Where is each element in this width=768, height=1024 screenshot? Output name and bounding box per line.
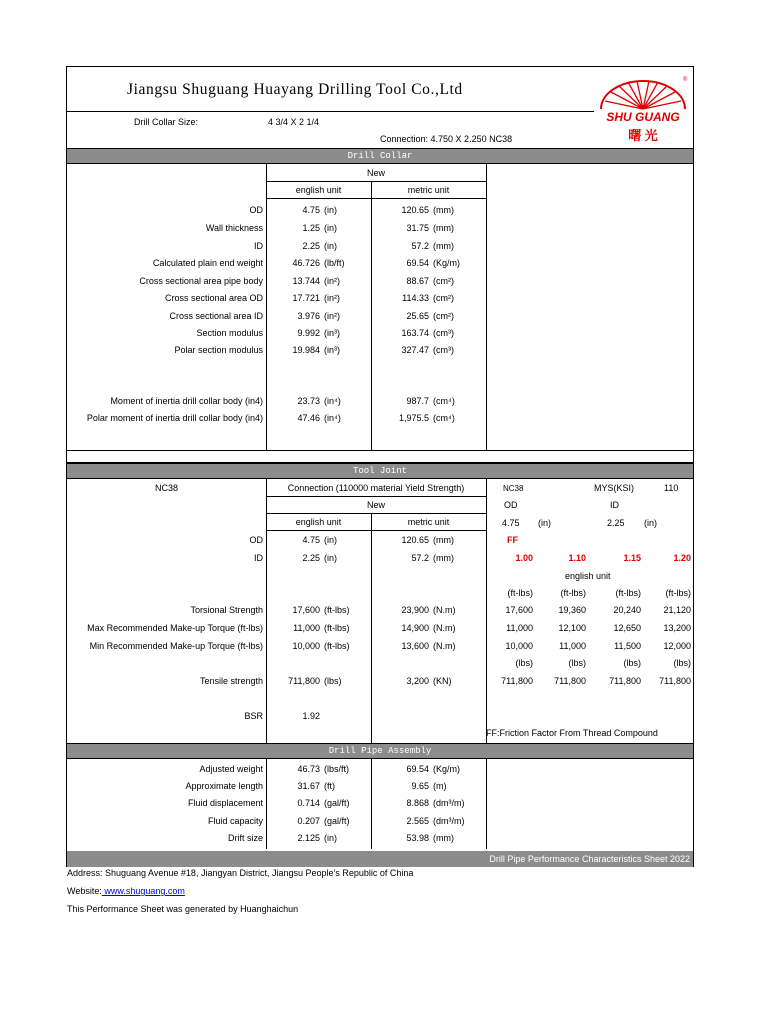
tj-od-label: OD <box>249 535 263 545</box>
ff-torsional: 17,600 <box>505 605 533 615</box>
ff-english-unit: english unit <box>565 571 611 581</box>
row-eng-value: 9.992 <box>297 328 320 338</box>
row-met-value: 88.67 <box>406 276 429 286</box>
row-eng-unit: (lb/ft) <box>324 258 345 268</box>
tj-max-makeup-label: Max Recommended Make-up Torque (ft-lbs) <box>87 623 263 633</box>
row-met-value: 69.54 <box>406 258 429 268</box>
tool-joint-connection: Connection (110000 material Yield Strength) <box>287 483 465 493</box>
tj-max-makeup-eng-val: 11,000 <box>293 623 320 633</box>
row-met-value: 25.65 <box>406 311 429 321</box>
ff-unit-lbs: (lbs) <box>568 658 586 668</box>
row-met-value: 163.74 <box>401 328 429 338</box>
row-eng-unit: (in²) <box>324 276 340 286</box>
ff-id-unit: (in) <box>644 518 657 528</box>
row-label: Fluid capacity <box>207 816 263 826</box>
row-label: Wall thickness <box>205 223 263 233</box>
drill-pipe-assembly-section-header: Drill Pipe Assembly <box>67 743 693 759</box>
row-met-unit: (m) <box>433 781 447 791</box>
row-label: Moment of inertia drill collar body (in4) <box>110 396 263 406</box>
tj-torsional-eng-unit: (ft-lbs) <box>324 605 350 615</box>
row-eng-value: 2.125 <box>297 833 320 843</box>
row-label: Polar section modulus <box>174 345 263 355</box>
row-label: ID <box>254 241 263 251</box>
tj-od-eng-val: 4.75 <box>302 535 320 545</box>
ff-unit-ftlbs: (ft-lbs) <box>665 588 691 598</box>
ff-note: FF:Friction Factor From Thread Compound <box>486 728 658 738</box>
row-label: Calculated plain end weight <box>152 258 263 268</box>
tj-od-met-val: 120.65 <box>401 535 429 545</box>
row-eng-value: 46.73 <box>297 764 320 774</box>
ff-od-value: 4.75 <box>502 518 520 528</box>
logo-registered-mark: ® <box>683 77 688 83</box>
ff-torsional: 19,360 <box>558 605 586 615</box>
row-met-value: 53.98 <box>406 833 429 843</box>
ff-mys-value: 110 <box>664 483 679 493</box>
row-eng-unit: (ft) <box>324 781 335 791</box>
tool-joint-new-label: New <box>366 500 385 510</box>
ff-unit-ftlbs: (ft-lbs) <box>507 588 533 598</box>
row-met-unit: (cm²) <box>433 276 454 286</box>
row-met-unit: (Kg/m) <box>433 764 460 774</box>
row-eng-unit: (in²) <box>324 311 340 321</box>
drill-collar-section-header: Drill Collar <box>67 148 693 164</box>
row-met-unit: (mm) <box>433 241 454 251</box>
row-met-value: 327.47 <box>401 345 429 355</box>
row-met-unit: (dm³/m) <box>433 798 465 808</box>
row-eng-value: 19.984 <box>292 345 320 355</box>
tj-torsional-met-unit: (N.m) <box>433 605 456 615</box>
row-label: Polar moment of inertia drill collar body (in4) <box>86 413 263 423</box>
ff-unit-lbs: (lbs) <box>515 658 533 668</box>
logo-text: SHU GUANG <box>606 110 680 124</box>
row-met-value: 2.565 <box>406 816 429 826</box>
ff-unit-lbs: (lbs) <box>673 658 691 668</box>
sheet-footer-bar <box>67 851 693 867</box>
tj-max-makeup-eng-unit: (ft-lbs) <box>324 623 350 633</box>
row-eng-value: 17.721 <box>292 293 320 303</box>
company-logo <box>595 77 691 143</box>
row-eng-unit: (lbs/ft) <box>324 764 350 774</box>
drill-collar-size-label: Drill Collar Size: <box>134 117 199 127</box>
tj-tensile-met-unit: (KN) <box>433 676 452 686</box>
ff-od-label: OD <box>504 500 518 510</box>
performance-sheet <box>66 66 694 867</box>
row-met-unit: (mm) <box>433 205 454 215</box>
website-link[interactable]: www.shuguang.com <box>101 886 185 896</box>
row-eng-unit: (in) <box>324 223 337 233</box>
ff-max-makeup: 12,650 <box>613 623 641 633</box>
row-eng-unit: (in³) <box>324 328 340 338</box>
drill-collar-metric-unit: metric unit <box>407 185 450 195</box>
row-label: OD <box>249 205 263 215</box>
tool-joint-section-header: Tool Joint <box>67 463 693 479</box>
row-eng-value: 2.25 <box>302 241 320 251</box>
row-eng-value: 23.73 <box>297 396 320 406</box>
tj-tensile-eng-unit: (lbs) <box>324 676 342 686</box>
tj-torsional-met-val: 23,900 <box>401 605 429 615</box>
tj-tensile-eng-val: 711,800 <box>288 676 320 686</box>
row-eng-unit: (in) <box>324 241 337 251</box>
tool-joint-type: NC38 <box>154 483 178 493</box>
tj-tensile-met-val: 3,200 <box>406 676 429 686</box>
ff-label: FF <box>507 535 518 545</box>
tj-max-makeup-met-val: 14,900 <box>401 623 429 633</box>
row-label: Cross sectional area OD <box>164 293 263 303</box>
row-met-value: 9.65 <box>411 781 429 791</box>
row-met-value: 114.33 <box>402 293 429 303</box>
row-met-unit: (cm³) <box>433 345 454 355</box>
row-label: Fluid displacement <box>187 798 263 808</box>
row-eng-unit: (in³) <box>324 345 340 355</box>
row-eng-unit: (in) <box>324 205 337 215</box>
tj-min-makeup-label: Min Recommended Make-up Torque (ft-lbs) <box>89 641 263 651</box>
ff-id-value: 2.25 <box>607 518 625 528</box>
row-eng-unit: (in) <box>324 833 337 843</box>
ff-min-makeup: 11,000 <box>559 641 586 651</box>
ff-tensile: 711,800 <box>659 676 691 686</box>
ff-factor: 1.20 <box>673 553 691 563</box>
row-eng-value: 1.25 <box>302 223 320 233</box>
row-eng-value: 31.67 <box>297 781 320 791</box>
tj-max-makeup-met-unit: (N.m) <box>433 623 456 633</box>
row-eng-value: 46.726 <box>292 258 320 268</box>
ff-factor: 1.15 <box>623 553 641 563</box>
row-met-unit: (dm³/m) <box>433 816 465 826</box>
ff-torsional: 21,120 <box>663 605 691 615</box>
connection-spec: Connection: 4.750 X 2.250 NC38 <box>380 134 513 144</box>
ff-torsional: 20,240 <box>613 605 641 615</box>
ff-factor: 1.10 <box>568 553 586 563</box>
tool-joint-metric-unit: metric unit <box>407 517 450 527</box>
row-met-value: 120.65 <box>401 205 429 215</box>
ff-mys-label: MYS(KSI) <box>594 483 635 493</box>
tj-min-makeup-met-unit: (N.m) <box>433 641 456 651</box>
ff-tensile: 711,800 <box>501 676 533 686</box>
tj-torsional-eng-val: 17,600 <box>292 605 320 615</box>
ff-min-makeup: 12,000 <box>663 641 691 651</box>
row-met-unit: (Kg/m) <box>433 258 460 268</box>
website-line <box>67 886 185 896</box>
row-met-unit: (cm³) <box>433 328 454 338</box>
sheet-name: Drill Pipe Performance Characteristics Sheet 2022 <box>489 854 690 864</box>
row-met-unit: (cm⁴) <box>433 413 455 423</box>
tj-id-label: ID <box>254 553 263 563</box>
ff-max-makeup: 13,200 <box>663 623 691 633</box>
row-met-value: 1,975.5 <box>398 413 429 423</box>
drill-collar-new-label: New <box>366 168 385 178</box>
row-eng-unit: (in⁴) <box>324 413 341 423</box>
row-eng-value: 47.46 <box>297 413 320 423</box>
tj-od-met-unit: (mm) <box>433 535 454 545</box>
tj-torsional-label: Torsional Strength <box>190 605 263 615</box>
drill-collar-size-value: 4 3/4 X 2 1/4 <box>268 117 320 127</box>
row-eng-unit: (gal/ft) <box>324 816 350 826</box>
row-met-unit: (mm) <box>433 833 454 843</box>
ff-min-makeup: 10,000 <box>505 641 533 651</box>
tj-min-makeup-eng-unit: (ft-lbs) <box>324 641 350 651</box>
row-eng-value: 3.976 <box>297 311 320 321</box>
generated-by: This Performance Sheet was generated by Huanghaichun <box>67 904 299 914</box>
row-eng-value: 0.207 <box>297 816 320 826</box>
tool-joint-english-unit: english unit <box>295 517 342 527</box>
row-met-value: 8.868 <box>406 798 429 808</box>
tj-min-makeup-met-val: 13,600 <box>401 641 429 651</box>
row-met-value: 57.2 <box>411 241 429 251</box>
ff-tensile: 711,800 <box>609 676 641 686</box>
row-eng-unit: (in²) <box>324 293 340 303</box>
ff-min-makeup: 11,500 <box>614 641 641 651</box>
row-met-value: 31.75 <box>406 223 429 233</box>
company-title: Jiangsu Shuguang Huayang Drilling Tool Co.,Ltd <box>127 81 463 98</box>
row-label: Cross sectional area pipe body <box>139 276 263 286</box>
row-met-value: 987.7 <box>406 396 429 406</box>
tj-tensile-label: Tensile strength <box>199 676 263 686</box>
ff-factor: 1.00 <box>515 553 533 563</box>
ff-tensile: 711,800 <box>554 676 586 686</box>
row-label: Adjusted weight <box>199 764 263 774</box>
drill-collar-english-unit: english unit <box>295 185 342 195</box>
ff-unit-lbs: (lbs) <box>623 658 641 668</box>
row-label: Section modulus <box>196 328 263 338</box>
tj-bsr-value: 1.92 <box>302 711 320 721</box>
ff-max-makeup: 12,100 <box>558 623 586 633</box>
ff-unit-ftlbs: (ft-lbs) <box>615 588 641 598</box>
row-eng-value: 4.75 <box>302 205 320 215</box>
tj-bsr-label: BSR <box>244 711 263 721</box>
tj-id-met-val: 57.2 <box>411 553 429 563</box>
ff-unit-ftlbs: (ft-lbs) <box>560 588 586 598</box>
tj-od-eng-unit: (in) <box>324 535 337 545</box>
row-met-unit: (cm⁴) <box>433 396 455 406</box>
company-address: Address: Shuguang Avenue #18, Jiangyan District, Jiangsu People’s Republic of China <box>67 868 414 878</box>
row-met-unit: (cm²) <box>433 293 454 303</box>
logo-chinese: 曙 光 <box>628 128 658 143</box>
tj-id-eng-val: 2.25 <box>302 553 320 563</box>
row-eng-unit: (gal/ft) <box>324 798 350 808</box>
row-met-unit: (mm) <box>433 223 454 233</box>
row-met-value: 69.54 <box>406 764 429 774</box>
sunburst-logo-icon <box>595 77 691 111</box>
ff-nc38: NC38 <box>503 484 524 493</box>
ff-id-label: ID <box>610 500 619 510</box>
row-label: Cross sectional area ID <box>169 311 263 321</box>
row-eng-unit: (in⁴) <box>324 396 341 406</box>
tj-min-makeup-eng-val: 10,000 <box>292 641 320 651</box>
tj-id-eng-unit: (in) <box>324 553 337 563</box>
row-label: Approximate length <box>185 781 263 791</box>
row-met-unit: (cm²) <box>433 311 454 321</box>
row-eng-value: 0.714 <box>297 798 320 808</box>
ff-od-unit: (in) <box>538 518 551 528</box>
website-label: Website: <box>67 886 102 896</box>
tj-id-met-unit: (mm) <box>433 553 454 563</box>
row-label: Drift size <box>227 833 263 843</box>
row-eng-value: 13.744 <box>292 276 320 286</box>
ff-max-makeup: 11,000 <box>506 623 533 633</box>
